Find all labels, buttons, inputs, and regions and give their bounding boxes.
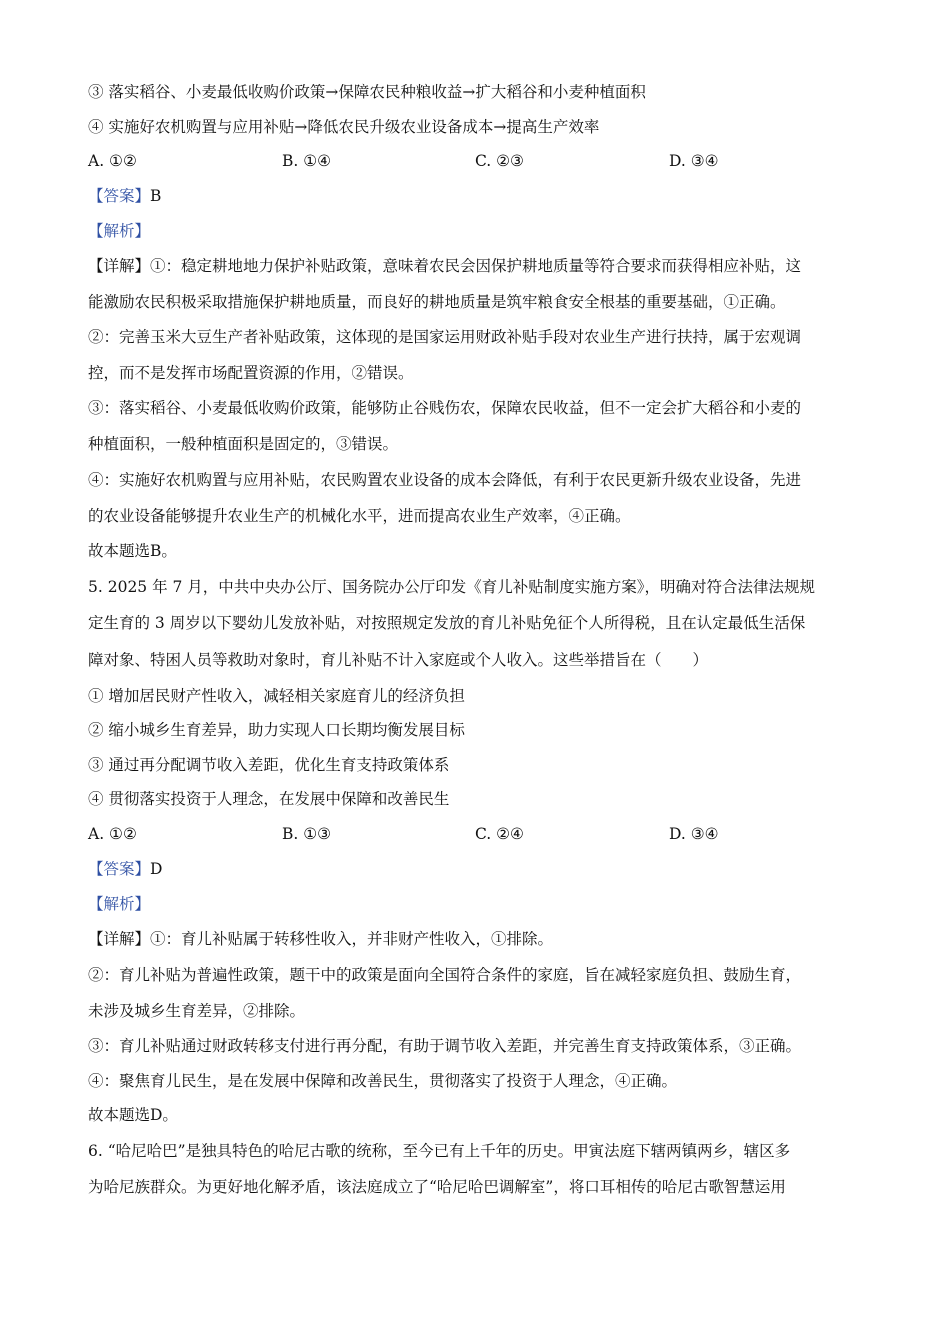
q4-detail-line: 的农业设备能够提升农业生产的机械化水平，进而提高农业生产效率，④正确。 [88,507,631,525]
q5-option-d: D. ③④ [669,825,719,843]
q4-item-3: ③ 落实稻谷、小麦最低收购价政策→保障农民种粮收益→扩大稻谷和小麦种植面积 [88,83,646,101]
q4-answer [88,186,863,206]
answer-tag: 【答案】 [88,187,151,205]
q4-detail-line: ④：实施好农机购置与应用补贴，农民购置农业设备的成本会降低，有利于农民更新升级农业设备，先进 [88,471,802,489]
q5-item-4: ④ 贯彻落实投资于人理念，在发展中保障和改善民生 [88,790,450,808]
q4-option-c: C. ②③ [475,152,524,170]
q4-detail-line: 【详解】①：稳定耕地地力保护补贴政策，意味着农民会因保护耕地质量等符合要求而获得相应补贴，这 [88,257,802,275]
q5-detail-line: ③：育儿补贴通过财政转移支付进行再分配，有助于调节收入差距，并完善生育支持政策体系，③正确。 [88,1037,802,1055]
answer-value: B [150,187,162,205]
q4-detail-line: ②：完善玉米大豆生产者补贴政策，这体现的是国家运用财政补贴手段对农业生产进行扶持，属于宏观调 [88,328,802,346]
q5-conclusion: 故本题选D。 [88,1106,178,1124]
q4-option-a: A. ①② [88,152,137,170]
q4-detail-line: 能激励农民积极采取措施保护耕地质量，而良好的耕地质量是筑牢粮食安全根基的重要基础，①正确。 [88,293,786,311]
q5-item-3: ③ 通过再分配调节收入差距，优化生育支持政策体系 [88,756,450,774]
q6-stem-line: 为哈尼族群众。为更好地化解矛盾，该法庭成立了“哈尼哈巴调解室”，将口耳相传的哈尼古歌智慧运用 [88,1178,786,1196]
q5-answer [88,859,863,879]
q5-item-1: ① 增加居民财产性收入，减轻相关家庭育儿的经济负担 [88,687,465,705]
answer-tag: 【答案】 [88,860,151,878]
q5-option-b: B. ①③ [282,825,332,843]
q4-detail-line: ③：落实稻谷、小麦最低收购价政策，能够防止谷贱伤农，保障农民收益，但不一定会扩大稻谷和小麦的 [88,399,802,417]
q5-option-c: C. ②④ [475,825,524,843]
answer-value: D [150,860,163,878]
q5-stem-line: 5. 2025 年 7 月，中共中央办公厅、国务院办公厅印发《育儿补贴制度实施方案》，明确对符合法律法规规 [88,578,816,596]
q4-option-b: B. ①④ [282,152,332,170]
q4-option-d: D. ③④ [669,152,719,170]
q4-item-4: ④ 实施好农机购置与应用补贴→降低农民升级农业设备成本→提高生产效率 [88,118,600,136]
q5-item-2: ② 缩小城乡生育差异，助力实现人口长期均衡发展目标 [88,721,465,739]
q6-stem-line: 6. “哈尼哈巴”是独具特色的哈尼古歌的统称，至今已有上千年的历史。甲寅法庭下辖两镇两乡，辖区多 [88,1142,791,1160]
q4-analysis-tag: 【解析】 [88,222,151,240]
q4-detail-line: 控，而不是发挥市场配置资源的作用，②错误。 [88,364,414,382]
q5-stem-line: 障对象、特困人员等救助对象时，育儿补贴不计入家庭或个人收入。这些举措旨在（ ） [88,651,709,669]
q5-detail-line: 未涉及城乡生育差异，②排除。 [88,1002,306,1020]
q5-detail-line: 【详解】①：育儿补贴属于转移性收入，并非财产性收入，①排除。 [88,930,554,948]
q4-detail-line: 种植面积，一般种植面积是固定的，③错误。 [88,435,399,453]
q5-stem-line: 定生育的 3 周岁以下婴幼儿发放补贴，对按照规定发放的育儿补贴免征个人所得税，且在认定最低生活保 [88,614,806,632]
q5-option-a: A. ①② [88,825,137,843]
q5-detail-line: ④：聚焦育儿民生，是在发展中保障和改善民生，贯彻落实了投资于人理念，④正确。 [88,1072,678,1090]
q4-conclusion: 故本题选B。 [88,542,177,560]
q5-detail-line: ②：育儿补贴为普遍性政策，题干中的政策是面向全国符合条件的家庭，旨在减轻家庭负担、鼓励生育， [88,966,802,984]
q5-analysis-tag: 【解析】 [88,895,151,913]
